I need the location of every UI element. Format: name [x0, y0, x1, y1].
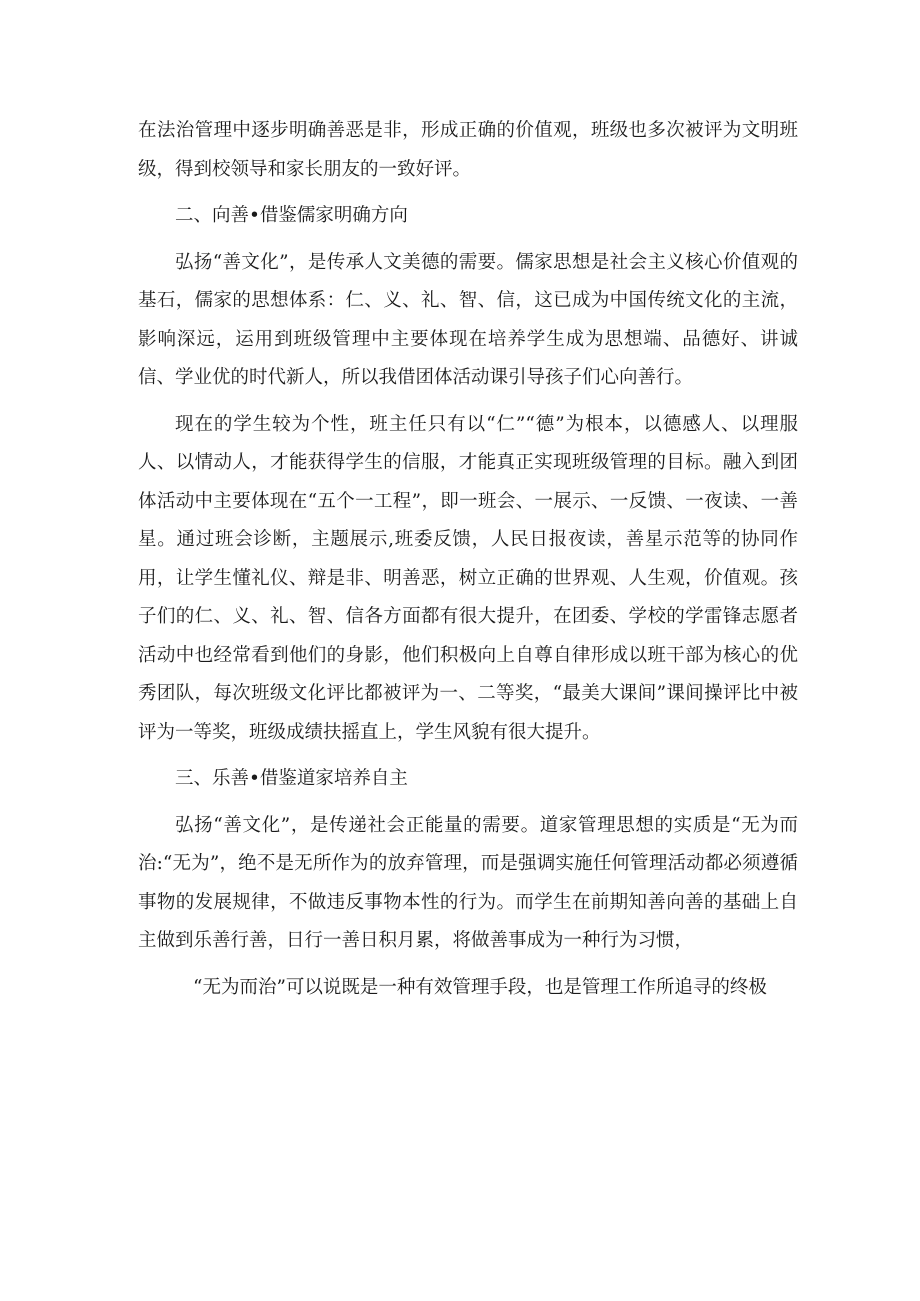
paragraph-confucian-intro: 弘扬“善文化”，是传承人文美德的需要。儒家思想是社会主义核心价值观的基石，儒家的思想体系：仁、义、礼、智、信，这已成为中国传统文化的主流，影响深远，运用到班级管理中主要体现在培养学生成为思想端、品德好、讲诚信、学业优的时代新人，所以我借团体活动课引导孩子们心向善行。: [138, 251, 798, 388]
section-heading-3: 三、乐善•借鉴道家培养自主: [175, 768, 408, 789]
paragraph-taoist-continued: “无为而治”可以说既是一种有效管理手段，也是管理工作所追寻的终极: [193, 976, 767, 998]
paragraph-continuation: 在法治管理中逐步明确善恶是非，形成正确的价值观，班级也多次被评为文明班级，得到校领导和家长朋友的一致好评。: [138, 120, 798, 180]
paragraph-taoist-intro: 弘扬“善文化”，是传递社会正能量的需要。道家管理思想的实质是“无为而治:“无为”，绝不是无所作为的放弃管理，而是强调实施任何管理活动都必须遵循事物的发展规律，不做违反事物本性的行为。而学生在前期知善向善的基础上自主做到乐善行善，日行一善日积月累，将做善事成为一种行为习惯，: [138, 814, 798, 951]
paragraph-confucian-practice: 现在的学生较为个性，班主任只有以“仁”“德”为根本，以德感人、以理服人、以情动人，才能获得学生的信服，才能真正实现班级管理的目标。融入到团体活动中主要体现在“五个一工程”，即一班会、一展示、一反馈、一夜读、一善星。通过班会诊断，主题展示,班委反馈，人民日报夜读，善星示范等的协同作用，让学生懂礼仪、辩是非、明善恶，树立正确的世界观、人生观，价值观。孩子们的仁、义、礼、智、信各方面都有很大提升，在团委、学校的学雷锋志愿者活动中也经常看到他们的身影，他们积极向上自尊自律形成以班干部为核心的优秀团队，每次班级文化评比都被评为一、二等奖，“最美大课间”课间操评比中被评为一等奖，班级成绩扶摇直上，学生风貌有很大提升。: [138, 413, 798, 743]
section-heading-2: 二、向善•借鉴儒家明确方向: [175, 205, 408, 226]
document-body: [138, 112, 798, 1015]
